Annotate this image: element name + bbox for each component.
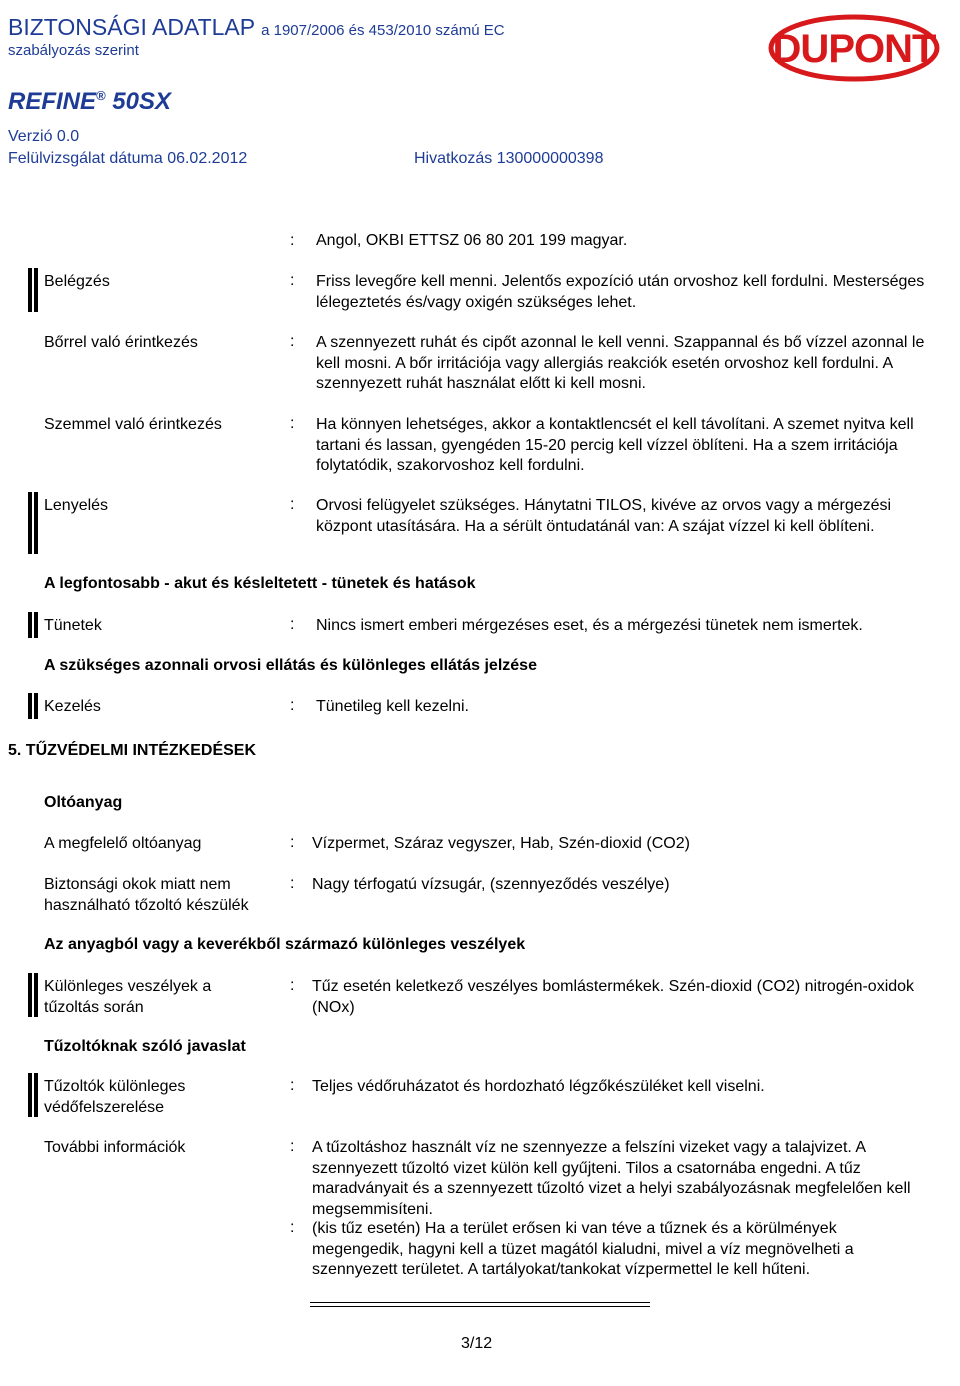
symptoms-text: Nincs ismert emberi mérgezéses eset, és a mérgezési tünetek nem ismertek. [316, 617, 863, 634]
footer-rule [310, 1306, 650, 1307]
protective-equipment-text: Teljes védőruházatot és hordozható légzőkészüléket kell viselni. [312, 1078, 765, 1095]
colon: : [290, 697, 295, 714]
firefighter-advice-heading: Tűzoltóknak szóló javaslat [44, 1038, 246, 1055]
colon: : [290, 616, 295, 633]
product-suffix: 50SX [112, 88, 171, 115]
special-hazards-heading: Az anyagból vagy a keverékből származó különleges veszélyek [44, 936, 526, 953]
change-bar [34, 973, 38, 1017]
change-bar [28, 973, 32, 1017]
svg-text:DUPONT: DUPONT [772, 27, 936, 71]
colon: : [290, 496, 295, 513]
symptoms-label: Tünetek [44, 617, 102, 634]
change-bar [34, 268, 38, 312]
colon: : [290, 875, 295, 892]
suitable-media-text: Vízpermet, Száraz vegyszer, Hab, Szén-dioxid (CO2) [312, 835, 690, 852]
skin-contact-text: A szennyezett ruhát és cipőt azonnal le kell venni. Szappannal és bő vízzel azonnal le kell mosni. A bőr irritációja vagy allergiás reakciók esetén orvoshoz kell fordulni. A szennyezett ruhát használat előtt ki kell mosni. [316, 334, 925, 392]
eye-contact-text: Ha könnyen lehetséges, akkor a kontaktlencsét el kell távolítani. A szemet nyitva kell tartani és lassan, gyengéden 15-20 percig kell vízzel öblíteni. Ha a szem irritációja folytatódik, szakorvoshoz kell fordulni. [316, 416, 914, 474]
dupont-logo [768, 14, 940, 82]
ingestion-text: Orvosi felügyelet szükséges. Hánytatni TILOS, kivéve az orvos vagy a mérgezési központ utasítására. Ha a sérült öntudatánál van: A szájat vízzel ki kell öblíteni. [316, 497, 892, 535]
colon: : [290, 1138, 295, 1155]
treatment-label: Kezelés [44, 698, 101, 715]
colon: : [290, 1219, 295, 1236]
colon: : [290, 333, 295, 350]
change-bar [28, 492, 32, 554]
unsuitable-media-label: Biztonsági okok miatt nem használható tőzoltó készülék [44, 876, 249, 914]
colon: : [290, 1077, 295, 1094]
symptoms-heading: A legfontosabb - akut és késleltetett - tünetek és hatások [44, 575, 476, 592]
treatment-heading: A szükséges azonnali orvosi ellátás és különleges ellátás jelzése [44, 657, 537, 674]
revision-date: Felülvizsgálat dátuma 06.02.2012 [8, 150, 248, 167]
product-name [8, 88, 171, 116]
title-regulation: a 1907/2006 és 453/2010 számú EC [261, 22, 505, 39]
eye-contact-label: Szemmel való érintkezés [44, 416, 222, 433]
registered-mark: ® [96, 88, 106, 103]
special-hazards-label: Különleges veszélyek a tűzoltás során [44, 978, 212, 1016]
change-bar [28, 1073, 32, 1117]
protective-equipment-label: Tűzoltók különleges védőfelszerelése [44, 1078, 186, 1116]
change-bar [28, 693, 32, 719]
document-title [8, 14, 505, 41]
extinguishing-media-heading: Oltóanyag [44, 794, 123, 811]
colon: : [290, 834, 295, 851]
change-bar [28, 268, 32, 312]
section-5-heading: 5. TŰZVÉDELMI INTÉZKEDÉSEK [8, 742, 257, 759]
product-brand: REFINE [8, 88, 97, 115]
further-info-text-2: (kis tűz esetén) Ha a terület erősen ki van téve a tűznek és a körülmények megengedik, hagyni kell a tüzet magától kialudni, mivel a víz megnövelheti a szennyezett területet. A tartályokat/tankokat vízpermettel le kell hűteni. [312, 1220, 854, 1278]
further-info-text-1: A tűzoltáshoz használt víz ne szennyezze a felszíni vizeket vagy a talajvizet. A szennyezett tűzoltó vizet külön kell gyűjteni. Tilos a csatornába engedni. A tűz maradványait és a szennyezett tűzoltó vizet a helyi szabályozásnak megfelelően kell megsemmisíteni. [312, 1139, 911, 1218]
inhalation-text: Friss levegőre kell menni. Jelentős expozíció után orvoshoz kell fordulni. Mesterséges lélegeztetés és/vagy oxigén szükséges lehet. [316, 273, 925, 311]
special-hazards-text: Tűz esetén keletkező veszélyes bomlástermékek. Szén-dioxid (CO2) nitrogén-oxidok (NOx) [312, 978, 915, 1016]
inhalation-label: Belégzés [44, 273, 110, 290]
version: Verzió 0.0 [8, 128, 80, 145]
change-bar [34, 693, 38, 719]
colon: : [290, 272, 295, 289]
colon: : [290, 977, 295, 994]
colon: : [290, 232, 295, 249]
unsuitable-media-text: Nagy térfogatú vízsugár, (szennyeződés veszélye) [312, 876, 670, 893]
change-bar [34, 492, 38, 554]
suitable-media-label: A megfelelő oltóanyag [44, 835, 202, 852]
skin-contact-label: Bőrrel való érintkezés [44, 334, 198, 351]
change-bar [28, 612, 32, 638]
treatment-text: Tünetileg kell kezelni. [316, 698, 469, 715]
title-main: BIZTONSÁGI ADATLAP [8, 14, 255, 40]
change-bar [34, 612, 38, 638]
reference-number: Hivatkozás 130000000398 [414, 150, 604, 167]
footer-rule [310, 1302, 650, 1303]
language-note: Angol, OKBI ETTSZ 06 80 201 199 magyar. [316, 232, 628, 249]
page-number: 3/12 [461, 1335, 493, 1352]
title-line2: szabályozás szerint [8, 42, 139, 59]
ingestion-label: Lenyelés [44, 497, 109, 514]
further-info-label: További információk [44, 1139, 186, 1156]
change-bar [34, 1073, 38, 1117]
colon: : [290, 415, 295, 432]
